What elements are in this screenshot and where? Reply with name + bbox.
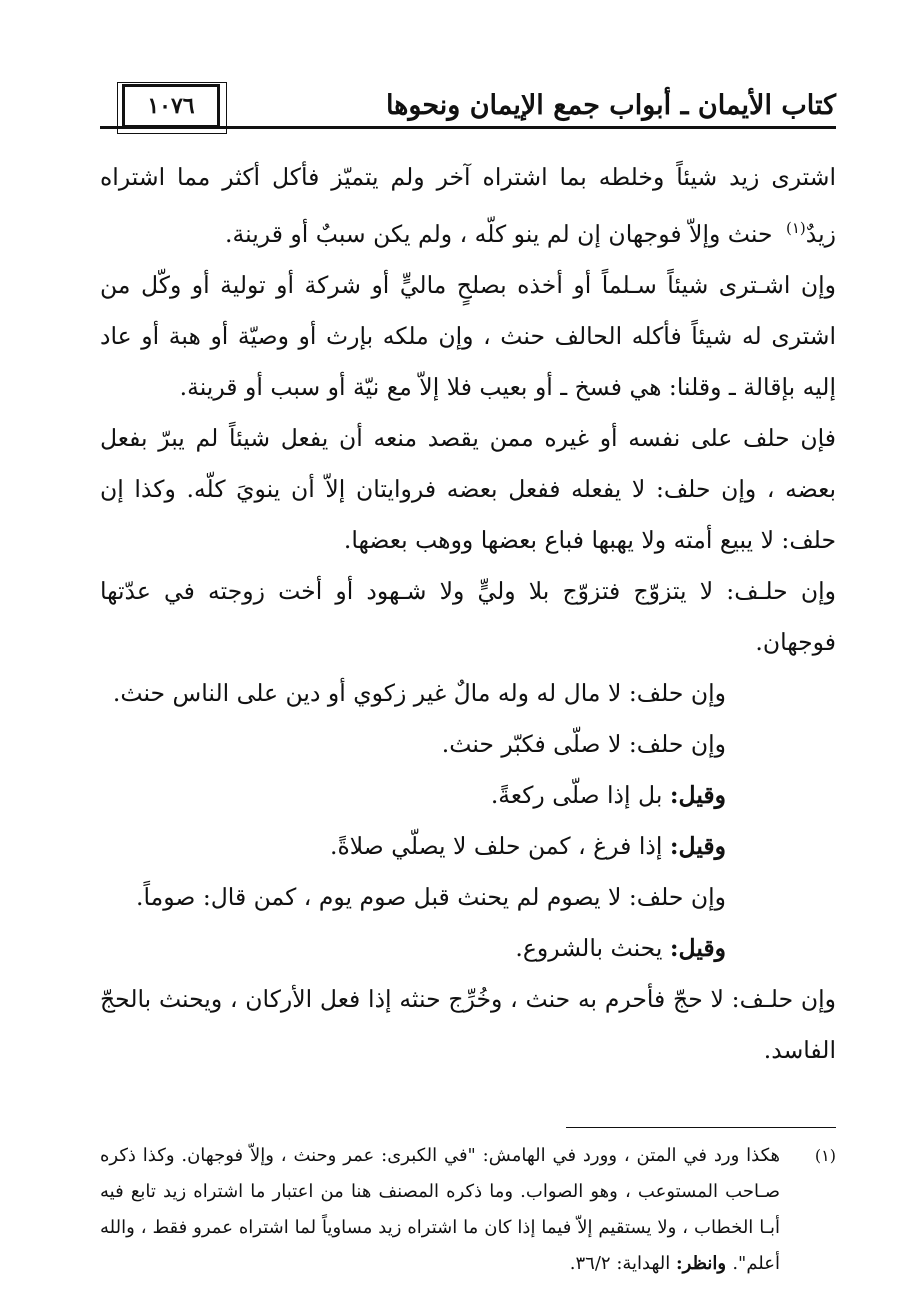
footnote-text	[100, 1138, 780, 1282]
paragraph: وإن حلف: لا يصوم لم يحنث قبل صوم يوم ، كمن قال: صوماً.	[136, 882, 726, 911]
page-number-box	[122, 84, 220, 128]
page-number: ١٠٧٦	[147, 93, 195, 119]
footnote-ref-text: الهداية: ٣٦/٢.	[569, 1253, 676, 1274]
paragraph	[100, 152, 836, 260]
footnote-divider	[566, 1127, 836, 1128]
footnote-body	[100, 1138, 836, 1282]
paragraph: وإن حلـف: لا حجّ فأحرم به حنث ، وخُرِّج حنثه إذا فعل الأركان ، ويحنث بالحجّ الفاسد.	[100, 984, 836, 1064]
qil-label: وقيل:	[669, 933, 726, 962]
paragraph-text: إذا فرغ ، كمن حلف لا يصلّي صلاةً.	[330, 831, 670, 860]
paragraph: وإن حلف: لا مال له وله مالٌ غير زكوي أو دين على الناس حنث.	[112, 678, 726, 707]
qil-label: وقيل:	[669, 831, 726, 860]
footnote-ref-label: وانظر:	[676, 1253, 733, 1274]
header-rule	[100, 126, 836, 129]
paragraph: وإن حلـف: لا يتزوّج فتزوّج بلا وليٍّ ولا شـهود أو أخت زوجته في عدّتها فوجهان.	[100, 576, 836, 656]
paragraph-text: حنث وإلاّ فوجهان إن لم ينو كلّه ، ولم يكن سببٌ أو قرينة.	[225, 219, 773, 248]
footnote	[100, 1138, 836, 1282]
footnote-reference[interactable]: (١)	[785, 219, 806, 237]
paragraph-text: يحنث بالشروع.	[515, 933, 670, 962]
paragraph	[100, 770, 836, 821]
paragraph: فإن حلف على نفسه أو غيره ممن يقصد منعه أن يفعل شيئاً لم يبرّ بفعل بعضه ، وإن حلف: لا يفعله ففعل بعضه فروايتان إلاّ أن ينويَ كلّه. وكذا إن حلف: لا يبيع أمته ولا يهبها فباع بعضها ووهب بعضها.	[100, 423, 836, 554]
paragraph: وإن حلف: لا صلّى فكبّر حنث.	[441, 729, 726, 758]
main-text	[100, 152, 836, 1076]
footnote-content: هكذا ورد في المتن ، وورد في الهامش: "في الكبرى: عمر وحنث ، وإلاّ فوجهان. وكذا ذكره صـاحب المستوعب ، وهو الصواب. وما ذكره المصنف هنا من اعتبار ما اشتراه زيد تابع فيه أبـا الخطاب ، ولا يستقيم إلاّ فيما إذا كان ما اشتراه زيد مساوياً لما اشتراه عمرو فقط ، والله أعلم".	[100, 1145, 780, 1274]
header-title: كتاب الأيمان ـ أبواب جمع الإيمان ونحوها	[385, 90, 836, 121]
paragraph: وإن اشـترى شيئاً سـلماً أو أخذه بصلحٍ ماليٍّ أو شركة أو تولية أو وكّل من اشترى له شيئاً فأكله الحالف حنث ، وإن ملكه بإرث أو وصيّة أو هبة أو عاد إليه بإقالة ـ وقلنا: هي فسخ ـ أو بعيب فلا إلاّ مع نيّة أو سبب أو قرينة.	[100, 270, 836, 401]
paragraph-text: اشترى زيد شيئاً وخلطه بما اشتراه آخر ولم يتميّز فأكل أكثر مما اشتراه زيدٌ	[100, 163, 836, 248]
footnote-number: (١)	[814, 1146, 836, 1165]
paragraph	[100, 821, 836, 872]
running-header	[100, 84, 836, 144]
paragraph	[100, 923, 836, 974]
qil-label: وقيل:	[669, 780, 726, 809]
paragraph-text: بل إذا صلّى ركعةً.	[490, 780, 670, 809]
